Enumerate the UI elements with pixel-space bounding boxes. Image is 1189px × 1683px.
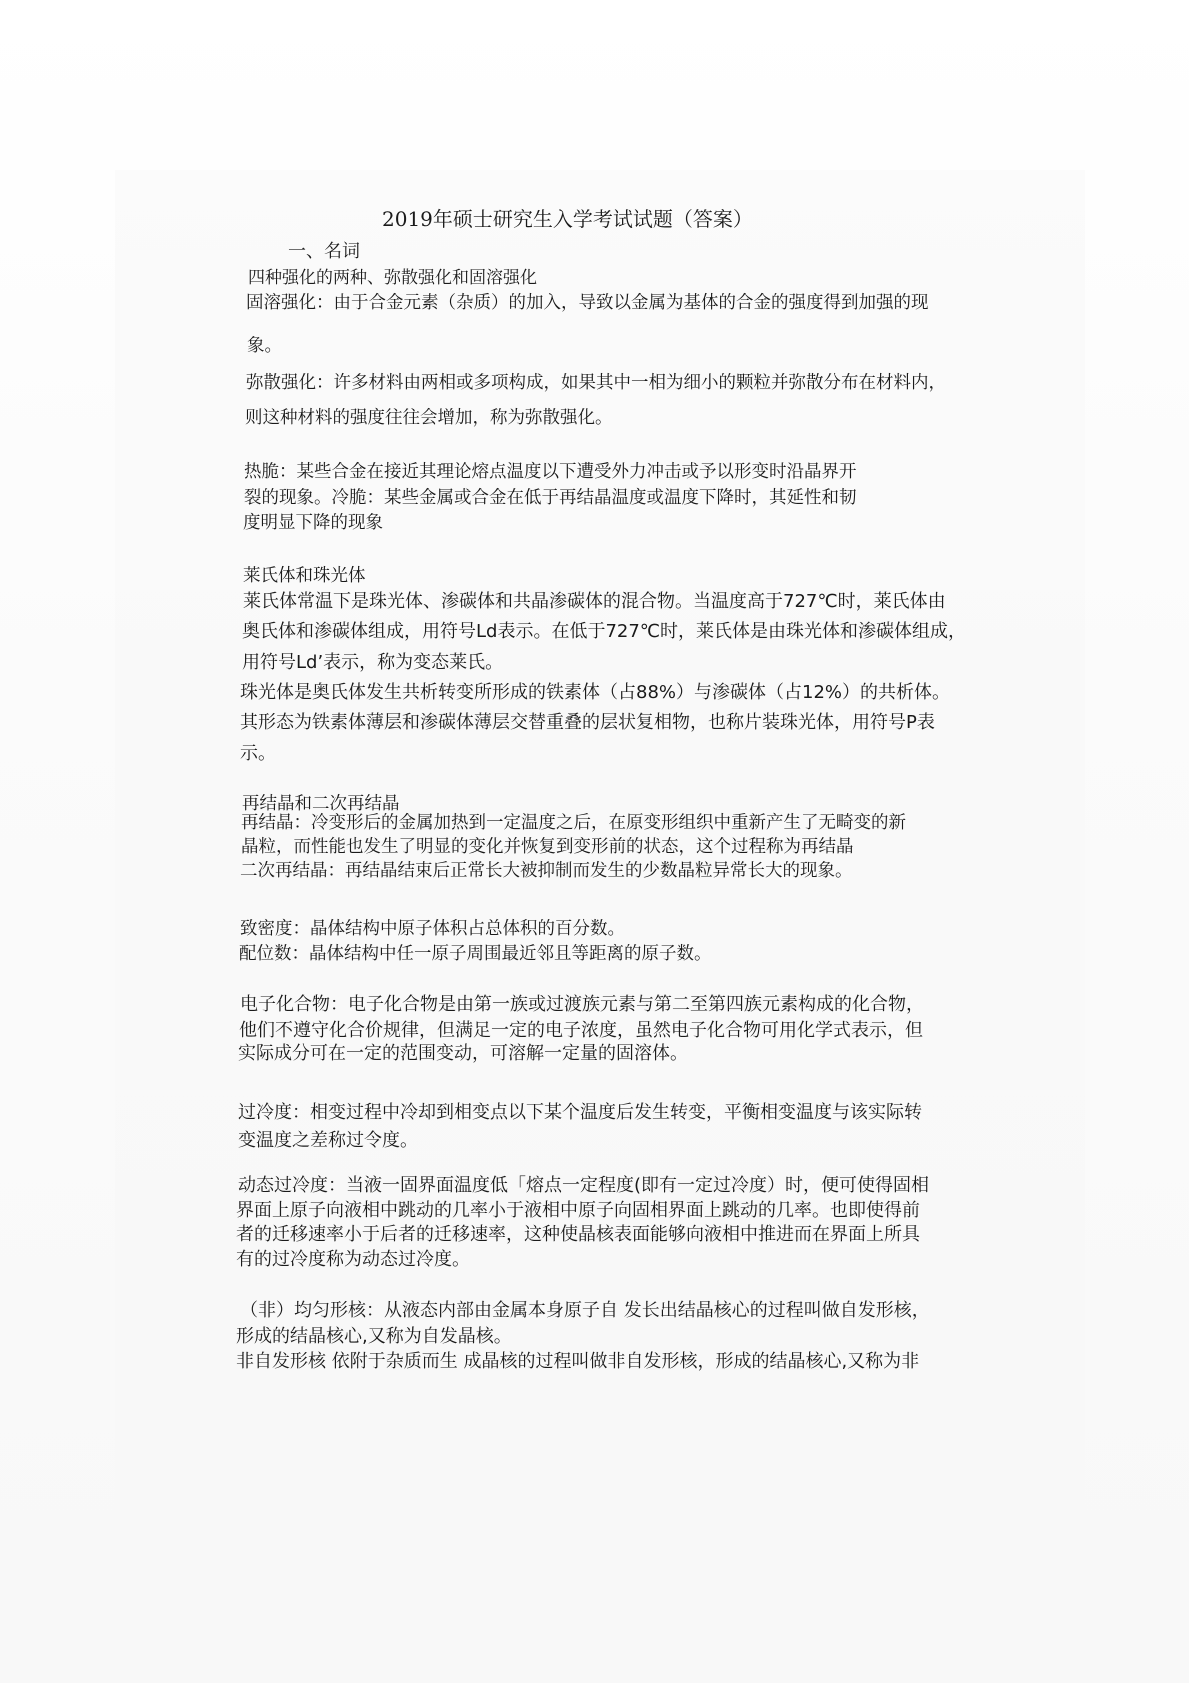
text-line: 其形态为铁素体薄层和渗碳体薄层交替重叠的层状复相物，也称片装珠光体，用符号P表 <box>240 712 935 733</box>
text-line: 弥散强化：许多材料由两相或多项构成，如果其中一相为细小的颗粒并弥散分布在材料内， <box>246 373 946 393</box>
text-line: 晶粒，而性能也发生了明显的变化并恢复到变形前的状态，这个过程称为再结晶 <box>241 837 854 857</box>
text-line: 他们不遵守化合价规律，但满足一定的电子浓度，虽然电子化合物可用化学式表示，但 <box>239 1020 923 1041</box>
text-line: 热脆：某些合金在接近其理论熔点温度以下遭受外力冲击或予以形变时沿晶界开 <box>244 462 857 482</box>
text-line: 二次再结晶：再结晶结束后正常长大被抑制而发生的少数晶粒异常长大的现象。 <box>240 861 853 881</box>
subheading: 再结晶和二次再结晶 <box>242 794 400 814</box>
text-line: 莱氏体常温下是珠光体、渗碳体和共晶渗碳体的混合物。当温度高于727℃时，莱氏体由 <box>243 591 946 612</box>
text-line: 则这种材料的强度往往会增加，称为弥散强化。 <box>245 408 613 428</box>
text-line: 非自发形核 依附于杂质而生 成晶核的过程叫做非自发形核，形成的结晶核心,又称为非 <box>236 1351 920 1372</box>
text-line: 变温度之差称过令度。 <box>238 1130 418 1151</box>
text-line: 者的迁移速率小于后者的迁移速率，这种使晶核表面能够向液相中推进而在界面上所具 <box>236 1224 920 1245</box>
text-line: 界面上原子向液相中跳动的几率小于液相中原子向固相界面上跳动的几率。也即使得前 <box>236 1200 920 1221</box>
text-line: 配位数：晶体结构中任一原子周围最近邻且等距离的原子数。 <box>239 944 712 964</box>
text-line: 象。 <box>247 336 282 356</box>
text-line: 实际成分可在一定的范围变动，可溶解一定量的固溶体。 <box>238 1043 688 1064</box>
text-line: 固溶强化：由于合金元素（杂质）的加入，导致以金属为基体的合金的强度得到加强的现 <box>246 293 929 313</box>
text-line: 再结晶：冷变形后的金属加热到一定温度之后，在原变形组织中重新产生了无畸变的新 <box>241 813 906 833</box>
text-line: 电子化合物：电子化合物是由第一族或过渡族元素与第二至第四族元素构成的化合物， <box>240 994 924 1015</box>
text-line: 动态过冷度：当液一固界面温度低「熔点一定程度(即有一定过冷度）时，便可使得固相 <box>238 1175 930 1196</box>
text-line: 致密度：晶体结构中原子体积占总体积的百分数。 <box>240 919 625 939</box>
text-line: 过冷度：相变过程中冷却到相变点以下某个温度后发生转变，平衡相变温度与该实际转 <box>238 1102 922 1123</box>
text-line: 形成的结晶核心,又称为自发晶核。 <box>236 1326 512 1347</box>
text-line: 示。 <box>240 743 276 764</box>
text-line: 裂的现象。冷脆：某些金属或合金在低于再结晶温度或温度下降时，其延性和韧 <box>244 488 857 508</box>
text-line: （非）均匀形核：从液态内部由金属本身原子自 发长出结晶核心的过程叫做自发形核， <box>240 1300 930 1321</box>
section-heading: 一、名词 <box>288 241 360 262</box>
text-line: 奥氏体和渗碳体组成，用符号Ld表示。在低于727℃时，莱氏体是由珠光体和渗碳体组成， <box>242 621 967 642</box>
text-line: 度明显下降的现象 <box>243 513 383 533</box>
text-line: 四种强化的两种、弥散强化和固溶强化 <box>248 268 537 288</box>
subheading: 莱氏体和珠光体 <box>243 566 366 586</box>
text-line: 用符号Ld’表示，称为变态莱氏。 <box>242 652 504 673</box>
text-line: 有的过冷度称为动态过冷度。 <box>236 1249 470 1270</box>
text-line: 珠光体是奥氏体发生共析转变所形成的铁素体（占88%）与渗碳体（占12%）的共析体。 <box>240 682 951 703</box>
page-title: 2019年硕士研究生入学考试试题（答案） <box>382 207 753 231</box>
